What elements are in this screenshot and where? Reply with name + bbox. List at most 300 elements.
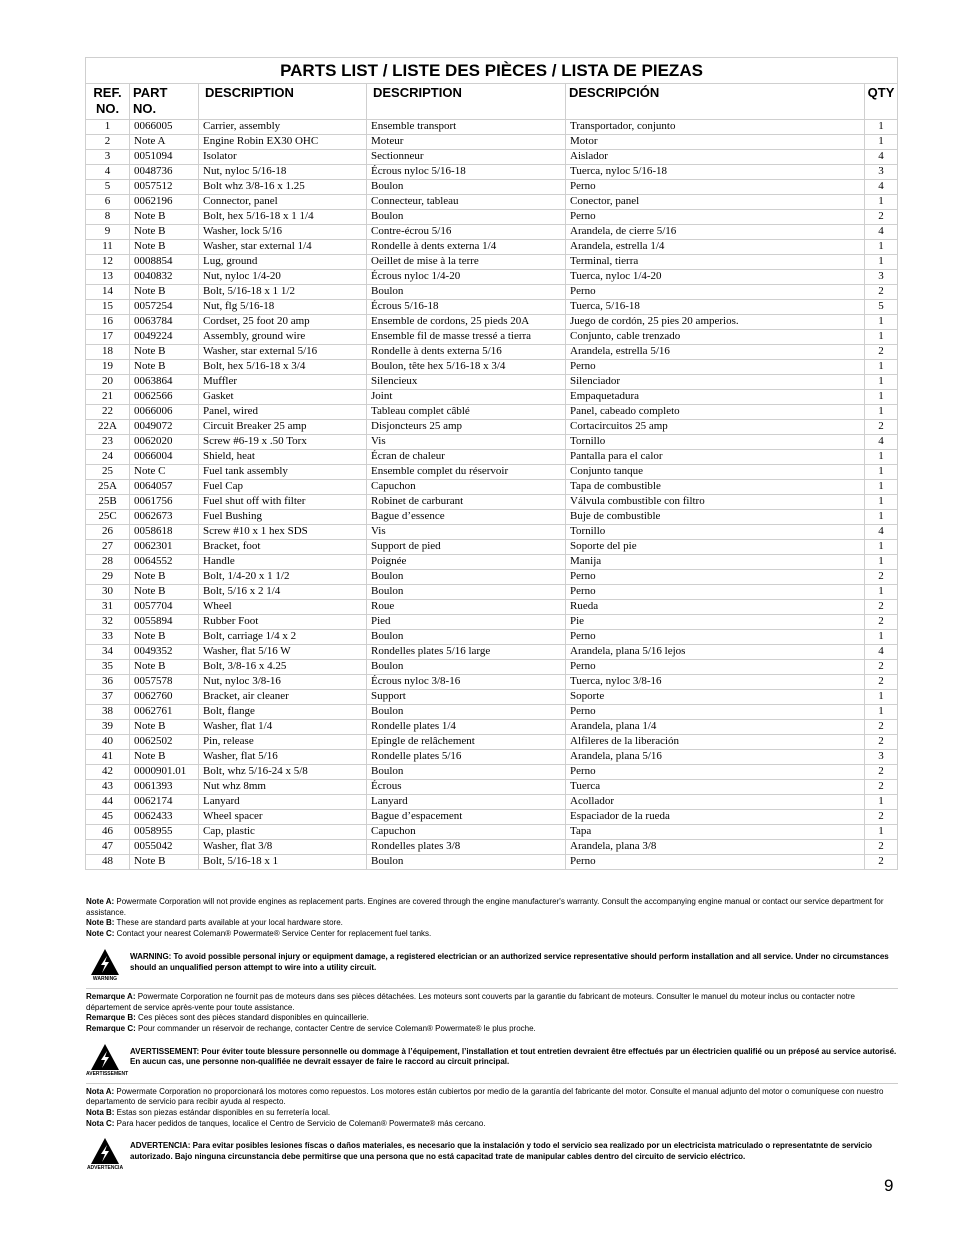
nota-b: Nota B: Estas son piezas estándar disponibles en su ferretería local. xyxy=(86,1108,331,1118)
table-row xyxy=(86,675,898,690)
table-row xyxy=(86,345,898,360)
table-row xyxy=(86,405,898,420)
qty-cell: 1 xyxy=(865,465,898,480)
part-no-cell: 0064552 xyxy=(130,555,199,570)
description-en-cell: Bolt, carriage 1/4 x 2 xyxy=(199,630,367,645)
table-row xyxy=(86,360,898,375)
qty-cell: 5 xyxy=(865,300,898,315)
qty-cell: 3 xyxy=(865,270,898,285)
warning-triangle-icon: AVERTISSEMENT xyxy=(86,1043,124,1079)
description-es-header: DESCRIPCIÓN xyxy=(566,84,865,120)
table-row xyxy=(86,435,898,450)
description-en-cell: Assembly, ground wire xyxy=(199,330,367,345)
description-fr-cell: Vis xyxy=(367,435,566,450)
description-en-cell: Lug, ground xyxy=(199,255,367,270)
part-no-cell: 0049224 xyxy=(130,330,199,345)
part-no-cell: 0008854 xyxy=(130,255,199,270)
description-es-cell: Tapa de combustible xyxy=(566,480,865,495)
description-es-cell: Conector, panel xyxy=(566,195,865,210)
description-en-cell: Bolt, hex 5/16-18 x 1 1/4 xyxy=(199,210,367,225)
description-es-cell: Panel, cabeado completo xyxy=(566,405,865,420)
description-es-cell: Empaquetadura xyxy=(566,390,865,405)
qty-cell: 2 xyxy=(865,765,898,780)
description-es-cell: Silenciador xyxy=(566,375,865,390)
remarque-b: Remarque B: Ces pièces sont des pièces standard disponibles en quincaillerie. xyxy=(86,1013,369,1023)
description-en-cell: Lanyard xyxy=(199,795,367,810)
description-en-cell: Cordset, 25 foot 20 amp xyxy=(199,315,367,330)
qty-cell: 2 xyxy=(865,855,898,870)
description-fr-cell: Lanyard xyxy=(367,795,566,810)
qty-cell: 1 xyxy=(865,540,898,555)
description-en-cell: Handle xyxy=(199,555,367,570)
description-en-cell: Carrier, assembly xyxy=(199,120,367,135)
description-fr-cell: Robinet de carburant xyxy=(367,495,566,510)
description-es-cell: Tuerca, nyloc 1/4-20 xyxy=(566,270,865,285)
ref-no-cell: 15 xyxy=(86,300,130,315)
qty-cell: 1 xyxy=(865,405,898,420)
ref-no-cell: 35 xyxy=(86,660,130,675)
description-fr-cell: Boulon xyxy=(367,570,566,585)
qty-cell: 3 xyxy=(865,165,898,180)
description-fr-cell: Contre-écrou 5/16 xyxy=(367,225,566,240)
description-en-cell: Shield, heat xyxy=(199,450,367,465)
description-es-cell: Alfileres de la liberación xyxy=(566,735,865,750)
description-fr-cell: Écran de chaleur xyxy=(367,450,566,465)
qty-cell: 4 xyxy=(865,435,898,450)
description-es-cell: Transportador, conjunto xyxy=(566,120,865,135)
description-en-cell: Screw #10 x 1 hex SDS xyxy=(199,525,367,540)
description-es-cell: Arandela, estrella 1/4 xyxy=(566,240,865,255)
description-fr-cell: Support xyxy=(367,690,566,705)
description-es-cell: Conjunto, cable trenzado xyxy=(566,330,865,345)
qty-cell: 3 xyxy=(865,750,898,765)
table-row xyxy=(86,720,898,735)
description-fr-cell: Ensemble transport xyxy=(367,120,566,135)
notes-section xyxy=(86,897,898,1177)
part-no-cell: 0062566 xyxy=(130,390,199,405)
qty-cell: 2 xyxy=(865,615,898,630)
qty-cell: 1 xyxy=(865,690,898,705)
description-en-cell: Bolt, whz 5/16-24 x 5/8 xyxy=(199,765,367,780)
description-en-cell: Engine Robin EX30 OHC xyxy=(199,135,367,150)
part-no-cell: Note B xyxy=(130,225,199,240)
description-es-cell: Perno xyxy=(566,660,865,675)
qty-cell: 2 xyxy=(865,840,898,855)
parts-list-body xyxy=(86,120,898,870)
ref-no-cell: 14 xyxy=(86,285,130,300)
table-row xyxy=(86,255,898,270)
description-en-cell: Screw #6-19 x .50 Torx xyxy=(199,435,367,450)
warning-spanish xyxy=(86,1137,898,1171)
part-no-cell: 0066004 xyxy=(130,450,199,465)
description-fr-cell: Écrous nyloc 3/8-16 xyxy=(367,675,566,690)
remarque-c: Remarque C: Pour commander un réservoir de rechange, contacter Centre de service Coleman® Powermate® le plus proche. xyxy=(86,1023,536,1033)
description-es-cell: Perno xyxy=(566,855,865,870)
description-fr-header: DESCRIPTION xyxy=(367,84,566,120)
description-es-cell: Rueda xyxy=(566,600,865,615)
table-row xyxy=(86,330,898,345)
warning-triangle-icon: WARNING xyxy=(86,948,124,984)
part-no-cell: Note C xyxy=(130,465,199,480)
part-no-cell: 0058618 xyxy=(130,525,199,540)
qty-cell: 1 xyxy=(865,120,898,135)
description-en-cell: Bolt, flange xyxy=(199,705,367,720)
description-en-cell: Bolt, 5/16-18 x 1 xyxy=(199,855,367,870)
table-row xyxy=(86,195,898,210)
table-row xyxy=(86,525,898,540)
ref-no-cell: 28 xyxy=(86,555,130,570)
table-row xyxy=(86,135,898,150)
description-es-cell: Terminal, tierra xyxy=(566,255,865,270)
table-row xyxy=(86,660,898,675)
description-fr-cell: Bague d’espacement xyxy=(367,810,566,825)
part-no-cell: 0062433 xyxy=(130,810,199,825)
table-row xyxy=(86,825,898,840)
qty-cell: 2 xyxy=(865,420,898,435)
table-row xyxy=(86,375,898,390)
part-no-header: PART NO. xyxy=(130,84,199,120)
table-row xyxy=(86,285,898,300)
description-es-cell: Perno xyxy=(566,210,865,225)
part-no-cell: Note B xyxy=(130,585,199,600)
description-en-cell: Circuit Breaker 25 amp xyxy=(199,420,367,435)
table-row xyxy=(86,390,898,405)
ref-no-cell: 4 xyxy=(86,165,130,180)
description-fr-cell: Sectionneur xyxy=(367,150,566,165)
description-fr-cell: Rondelles plates 3/8 xyxy=(367,840,566,855)
description-es-cell: Perno xyxy=(566,180,865,195)
description-fr-cell: Boulon, tête hex 5/16-18 x 3/4 xyxy=(367,360,566,375)
part-no-cell: 0058955 xyxy=(130,825,199,840)
part-no-cell: 0057254 xyxy=(130,300,199,315)
description-es-cell: Soporte del pie xyxy=(566,540,865,555)
description-fr-cell: Oeillet de mise à la terre xyxy=(367,255,566,270)
description-fr-cell: Rondelle plates 1/4 xyxy=(367,720,566,735)
qty-cell: 2 xyxy=(865,810,898,825)
ref-no-cell: 24 xyxy=(86,450,130,465)
qty-cell: 2 xyxy=(865,345,898,360)
qty-cell: 2 xyxy=(865,285,898,300)
qty-cell: 2 xyxy=(865,780,898,795)
ref-no-cell: 39 xyxy=(86,720,130,735)
ref-no-cell: 25C xyxy=(86,510,130,525)
table-row xyxy=(86,750,898,765)
part-no-cell: Note B xyxy=(130,360,199,375)
ref-no-cell: 23 xyxy=(86,435,130,450)
description-en-cell: Connector, panel xyxy=(199,195,367,210)
table-row xyxy=(86,690,898,705)
description-en-cell: Bolt, hex 5/16-18 x 3/4 xyxy=(199,360,367,375)
table-row xyxy=(86,780,898,795)
table-row xyxy=(86,120,898,135)
table-row xyxy=(86,555,898,570)
qty-cell: 4 xyxy=(865,225,898,240)
ref-no-header: REF. NO. xyxy=(86,84,130,120)
table-row xyxy=(86,150,898,165)
part-no-cell: Note B xyxy=(130,720,199,735)
part-no-cell: 0062020 xyxy=(130,435,199,450)
description-fr-cell: Boulon xyxy=(367,285,566,300)
qty-cell: 2 xyxy=(865,660,898,675)
description-fr-cell: Capuchon xyxy=(367,480,566,495)
table-row xyxy=(86,510,898,525)
description-fr-cell: Support de pied xyxy=(367,540,566,555)
description-fr-cell: Ensemble de cordons, 25 pieds 20A xyxy=(367,315,566,330)
part-no-cell: 0061756 xyxy=(130,495,199,510)
qty-cell: 2 xyxy=(865,600,898,615)
table-row xyxy=(86,585,898,600)
description-fr-cell: Boulon xyxy=(367,660,566,675)
ref-no-cell: 31 xyxy=(86,600,130,615)
description-es-cell: Arandela, de cierre 5/16 xyxy=(566,225,865,240)
description-en-cell: Washer, flat 3/8 xyxy=(199,840,367,855)
part-no-cell: 0055042 xyxy=(130,840,199,855)
ref-no-cell: 46 xyxy=(86,825,130,840)
table-row xyxy=(86,795,898,810)
ref-no-cell: 22 xyxy=(86,405,130,420)
ref-no-cell: 27 xyxy=(86,540,130,555)
ref-no-cell: 26 xyxy=(86,525,130,540)
qty-cell: 1 xyxy=(865,390,898,405)
description-es-cell: Arandela, estrella 5/16 xyxy=(566,345,865,360)
description-es-cell: Perno xyxy=(566,585,865,600)
part-no-cell: 0062174 xyxy=(130,795,199,810)
note-c: Note C: Contact your nearest Coleman® Powermate® Service Center for replacement fuel tanks. xyxy=(86,929,432,939)
description-fr-cell: Rondelle à dents externa 5/16 xyxy=(367,345,566,360)
description-en-cell: Wheel spacer xyxy=(199,810,367,825)
warning-english xyxy=(86,948,898,982)
ref-no-cell: 45 xyxy=(86,810,130,825)
description-fr-cell: Joint xyxy=(367,390,566,405)
part-no-cell: 0063864 xyxy=(130,375,199,390)
table-row xyxy=(86,600,898,615)
ref-no-cell: 17 xyxy=(86,330,130,345)
description-es-cell: Cortacircuitos 25 amp xyxy=(566,420,865,435)
part-no-cell: Note B xyxy=(130,750,199,765)
description-en-cell: Nut, flg 5/16-18 xyxy=(199,300,367,315)
ref-no-cell: 40 xyxy=(86,735,130,750)
part-no-cell: 0057704 xyxy=(130,600,199,615)
description-en-cell: Cap, plastic xyxy=(199,825,367,840)
note-b: Note B: These are standard parts available at your local hardware store. xyxy=(86,918,343,928)
part-no-cell: Note B xyxy=(130,630,199,645)
qty-cell: 1 xyxy=(865,555,898,570)
description-fr-cell: Rondelle plates 5/16 xyxy=(367,750,566,765)
part-no-cell: Note A xyxy=(130,135,199,150)
description-es-cell: Tapa xyxy=(566,825,865,840)
description-en-cell: Muffler xyxy=(199,375,367,390)
notes-spanish xyxy=(86,1087,898,1130)
description-en-cell: Bolt, 3/8-16 x 4.25 xyxy=(199,660,367,675)
ref-no-cell: 25A xyxy=(86,480,130,495)
qty-cell: 1 xyxy=(865,240,898,255)
description-en-cell: Washer, star external 5/16 xyxy=(199,345,367,360)
description-es-cell: Motor xyxy=(566,135,865,150)
description-es-cell: Pie xyxy=(566,615,865,630)
ref-no-cell: 18 xyxy=(86,345,130,360)
ref-no-cell: 30 xyxy=(86,585,130,600)
table-row xyxy=(86,495,898,510)
description-es-cell: Válvula combustible con filtro xyxy=(566,495,865,510)
description-es-cell: Espaciador de la rueda xyxy=(566,810,865,825)
description-fr-cell: Boulon xyxy=(367,180,566,195)
description-fr-cell: Boulon xyxy=(367,855,566,870)
part-no-cell: 0062301 xyxy=(130,540,199,555)
description-en-header: DESCRIPTION xyxy=(199,84,367,120)
description-es-cell: Manija xyxy=(566,555,865,570)
description-en-cell: Bolt, 1/4-20 x 1 1/2 xyxy=(199,570,367,585)
description-es-cell: Perno xyxy=(566,705,865,720)
qty-cell: 1 xyxy=(865,195,898,210)
table-row xyxy=(86,165,898,180)
table-row xyxy=(86,210,898,225)
part-no-cell: Note B xyxy=(130,570,199,585)
description-es-cell: Conjunto tanque xyxy=(566,465,865,480)
part-no-cell: Note B xyxy=(130,285,199,300)
warning-french-text: AVERTISSEMENT: Pour éviter toute blessure personnelle ou dommage à l’équipement, l’installation et tout entretien devraient être effectués par un électricien qualifié ou un préposé au service autorisé. En aucun cas, une personne non-qualifiée ne devrait essayer de faire le raccord au circuit principal. xyxy=(130,1046,897,1067)
part-no-cell: 0048736 xyxy=(130,165,199,180)
qty-cell: 2 xyxy=(865,570,898,585)
description-en-cell: Washer, flat 1/4 xyxy=(199,720,367,735)
table-row xyxy=(86,300,898,315)
description-en-cell: Isolator xyxy=(199,150,367,165)
description-fr-cell: Écrous xyxy=(367,780,566,795)
qty-cell: 1 xyxy=(865,315,898,330)
description-en-cell: Washer, flat 5/16 W xyxy=(199,645,367,660)
part-no-cell: 0040832 xyxy=(130,270,199,285)
description-es-cell: Soporte xyxy=(566,690,865,705)
remarque-a: Remarque A: Powermate Corporation ne fournit pas de moteurs dans ses pièces détachées. Les moteurs sont couverts par la garantie du fabricant de moteurs. Consulter le manuel du moteur inclus ou contacter notre département de service après-vente pour toute assistance. xyxy=(86,991,855,1012)
ref-no-cell: 6 xyxy=(86,195,130,210)
notes-english xyxy=(86,897,898,940)
description-fr-cell: Ensemble complet du réservoir xyxy=(367,465,566,480)
qty-cell: 1 xyxy=(865,330,898,345)
part-no-cell: 0062673 xyxy=(130,510,199,525)
qty-cell: 1 xyxy=(865,510,898,525)
table-row xyxy=(86,810,898,825)
part-no-cell: Note B xyxy=(130,210,199,225)
qty-cell: 4 xyxy=(865,645,898,660)
table-row xyxy=(86,225,898,240)
description-fr-cell: Bague d’essence xyxy=(367,510,566,525)
part-no-cell: 0066005 xyxy=(130,120,199,135)
ref-no-cell: 11 xyxy=(86,240,130,255)
description-es-cell: Perno xyxy=(566,765,865,780)
nota-c: Nota C: Para hacer pedidos de tanques, localice el Centro de Servicio de Coleman® Powermate® más cercano. xyxy=(86,1118,486,1128)
qty-cell: 1 xyxy=(865,360,898,375)
description-es-cell: Acollador xyxy=(566,795,865,810)
qty-cell: 1 xyxy=(865,375,898,390)
qty-cell: 1 xyxy=(865,630,898,645)
table-row xyxy=(86,765,898,780)
description-fr-cell: Vis xyxy=(367,525,566,540)
ref-no-cell: 12 xyxy=(86,255,130,270)
page-number: 9 xyxy=(884,1176,894,1195)
ref-no-cell: 16 xyxy=(86,315,130,330)
table-row xyxy=(86,450,898,465)
description-en-cell: Nut, nyloc 1/4-20 xyxy=(199,270,367,285)
parts-list-title: PARTS LIST / LISTE DES PIÈCES / LISTA DE PIEZAS xyxy=(86,58,898,84)
qty-cell: 1 xyxy=(865,705,898,720)
description-fr-cell: Pied xyxy=(367,615,566,630)
table-row xyxy=(86,645,898,660)
part-no-cell: 0062760 xyxy=(130,690,199,705)
description-es-cell: Tuerca, nyloc 3/8-16 xyxy=(566,675,865,690)
ref-no-cell: 8 xyxy=(86,210,130,225)
ref-no-cell: 47 xyxy=(86,840,130,855)
description-en-cell: Nut, nyloc 3/8-16 xyxy=(199,675,367,690)
description-es-cell: Tuerca, 5/16-18 xyxy=(566,300,865,315)
part-no-cell: 0049072 xyxy=(130,420,199,435)
parts-list-table xyxy=(85,57,898,870)
ref-no-cell: 22A xyxy=(86,420,130,435)
note-a: Note A: Powermate Corporation will not provide engines as replacement parts. Engines are covered through the engine manufacturer's warranty. Consult the accompanying engine manual or contact our service department for assistance. xyxy=(86,897,884,917)
description-en-cell: Washer, flat 5/16 xyxy=(199,750,367,765)
description-en-cell: Fuel tank assembly xyxy=(199,465,367,480)
description-es-cell: Juego de cordón, 25 pies 20 amperios. xyxy=(566,315,865,330)
description-fr-cell: Boulon xyxy=(367,210,566,225)
description-en-cell: Bolt, 5/16 x 2 1/4 xyxy=(199,585,367,600)
description-fr-cell: Tableau complet câblé xyxy=(367,405,566,420)
part-no-cell: Note B xyxy=(130,345,199,360)
ref-no-cell: 38 xyxy=(86,705,130,720)
nota-a: Nota A: Powermate Corporation no proporcionará los motores como repuestos. Los motores están cubiertos por medio de la garantía del fabricante del motor. Consulte el manual adjunto del motor o comuníquese con nuestro departamento de servicio para recibir ayuda al respecto. xyxy=(86,1086,884,1107)
description-fr-cell: Poignée xyxy=(367,555,566,570)
description-es-cell: Tornillo xyxy=(566,435,865,450)
ref-no-cell: 20 xyxy=(86,375,130,390)
description-es-cell: Aislador xyxy=(566,150,865,165)
ref-no-cell: 25B xyxy=(86,495,130,510)
part-no-cell: 0055894 xyxy=(130,615,199,630)
qty-cell: 1 xyxy=(865,825,898,840)
part-no-cell: 0062502 xyxy=(130,735,199,750)
table-row xyxy=(86,855,898,870)
description-fr-cell: Boulon xyxy=(367,765,566,780)
description-es-cell: Tuerca, nyloc 5/16-18 xyxy=(566,165,865,180)
qty-cell: 4 xyxy=(865,150,898,165)
table-row xyxy=(86,480,898,495)
table-row xyxy=(86,270,898,285)
part-no-cell: 0057578 xyxy=(130,675,199,690)
table-row xyxy=(86,630,898,645)
description-es-cell: Arandela, plana 5/16 lejos xyxy=(566,645,865,660)
ref-no-cell: 5 xyxy=(86,180,130,195)
part-no-cell: Note B xyxy=(130,855,199,870)
description-en-cell: Pin, release xyxy=(199,735,367,750)
qty-cell: 1 xyxy=(865,585,898,600)
description-fr-cell: Silencieux xyxy=(367,375,566,390)
part-no-cell: 0049352 xyxy=(130,645,199,660)
description-en-cell: Bracket, air cleaner xyxy=(199,690,367,705)
ref-no-cell: 13 xyxy=(86,270,130,285)
table-row xyxy=(86,735,898,750)
table-row xyxy=(86,465,898,480)
table-row xyxy=(86,540,898,555)
description-en-cell: Washer, star external 1/4 xyxy=(199,240,367,255)
table-row xyxy=(86,615,898,630)
ref-no-cell: 3 xyxy=(86,150,130,165)
description-en-cell: Bolt, 5/16-18 x 1 1/2 xyxy=(199,285,367,300)
ref-no-cell: 42 xyxy=(86,765,130,780)
qty-cell: 1 xyxy=(865,795,898,810)
qty-cell: 1 xyxy=(865,495,898,510)
description-es-cell: Arandela, plana 5/16 xyxy=(566,750,865,765)
qty-cell: 1 xyxy=(865,135,898,150)
description-fr-cell: Disjoncteurs 25 amp xyxy=(367,420,566,435)
ref-no-cell: 9 xyxy=(86,225,130,240)
ref-no-cell: 41 xyxy=(86,750,130,765)
part-no-cell: 0066006 xyxy=(130,405,199,420)
